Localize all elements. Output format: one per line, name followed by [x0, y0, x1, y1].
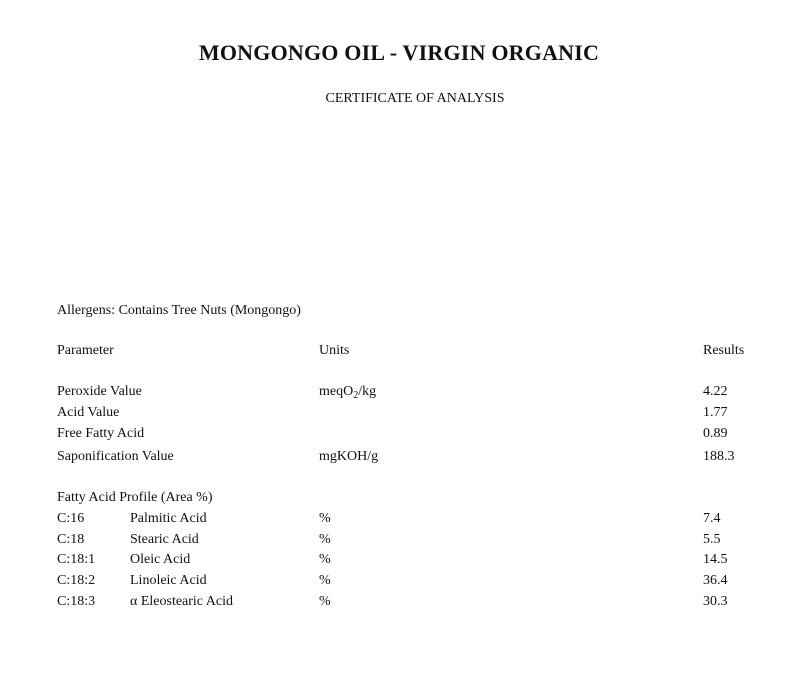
document-title: MONGONGO OIL - VIRGIN ORGANIC — [198, 40, 600, 65]
document-subtitle: CERTIFICATE OF ANALYSIS — [325, 91, 505, 106]
fatty-acid-code: C:18 — [57, 532, 85, 547]
fatty-acid-code: C:18:3 — [57, 594, 96, 609]
fatty-acid-name: Oleic Acid — [130, 552, 191, 567]
fatty-acid-result: 30.3 — [703, 594, 728, 609]
fatty-acid-units: % — [319, 532, 331, 547]
fatty-acid-result: 36.4 — [703, 573, 728, 588]
result-free-fatty-acid: 0.89 — [703, 426, 728, 441]
fatty-acid-name: α Eleostearic Acid — [130, 594, 233, 609]
header-parameter: Parameter — [57, 343, 114, 358]
fatty-acid-code: C:16 — [57, 511, 85, 526]
param-saponification-value: Saponification Value — [57, 449, 174, 464]
allergens-statement: Allergens: Contains Tree Nuts (Mongongo) — [57, 303, 301, 318]
param-free-fatty-acid: Free Fatty Acid — [57, 426, 145, 441]
fatty-acid-code: C:18:2 — [57, 573, 96, 588]
result-acid-value: 1.77 — [703, 405, 728, 420]
fatty-acid-result: 5.5 — [703, 532, 721, 547]
fatty-acid-units: % — [319, 573, 331, 588]
fatty-acid-units: % — [319, 511, 331, 526]
header-results: Results — [703, 343, 745, 358]
fatty-acid-units: % — [319, 552, 331, 567]
fatty-acid-code: C:18:1 — [57, 552, 96, 567]
fatty-acid-heading: Fatty Acid Profile (Area %) — [57, 490, 213, 505]
fatty-acid-name: Palmitic Acid — [130, 511, 207, 526]
fatty-acid-result: 7.4 — [703, 511, 721, 526]
param-acid-value: Acid Value — [57, 405, 120, 420]
fatty-acid-units: % — [319, 594, 331, 609]
units-peroxide-value: meqO$_2$/kg — [319, 384, 377, 401]
result-peroxide-value: 4.22 — [703, 384, 728, 399]
param-peroxide-value: Peroxide Value — [57, 384, 142, 399]
units-saponification-value: mgKOH/g — [319, 449, 379, 464]
fatty-acid-name: Linoleic Acid — [130, 573, 207, 588]
fatty-acid-name: Stearic Acid — [130, 532, 199, 547]
header-units: Units — [319, 343, 350, 358]
result-saponification-value: 188.3 — [703, 449, 735, 464]
fatty-acid-result: 14.5 — [703, 552, 728, 567]
